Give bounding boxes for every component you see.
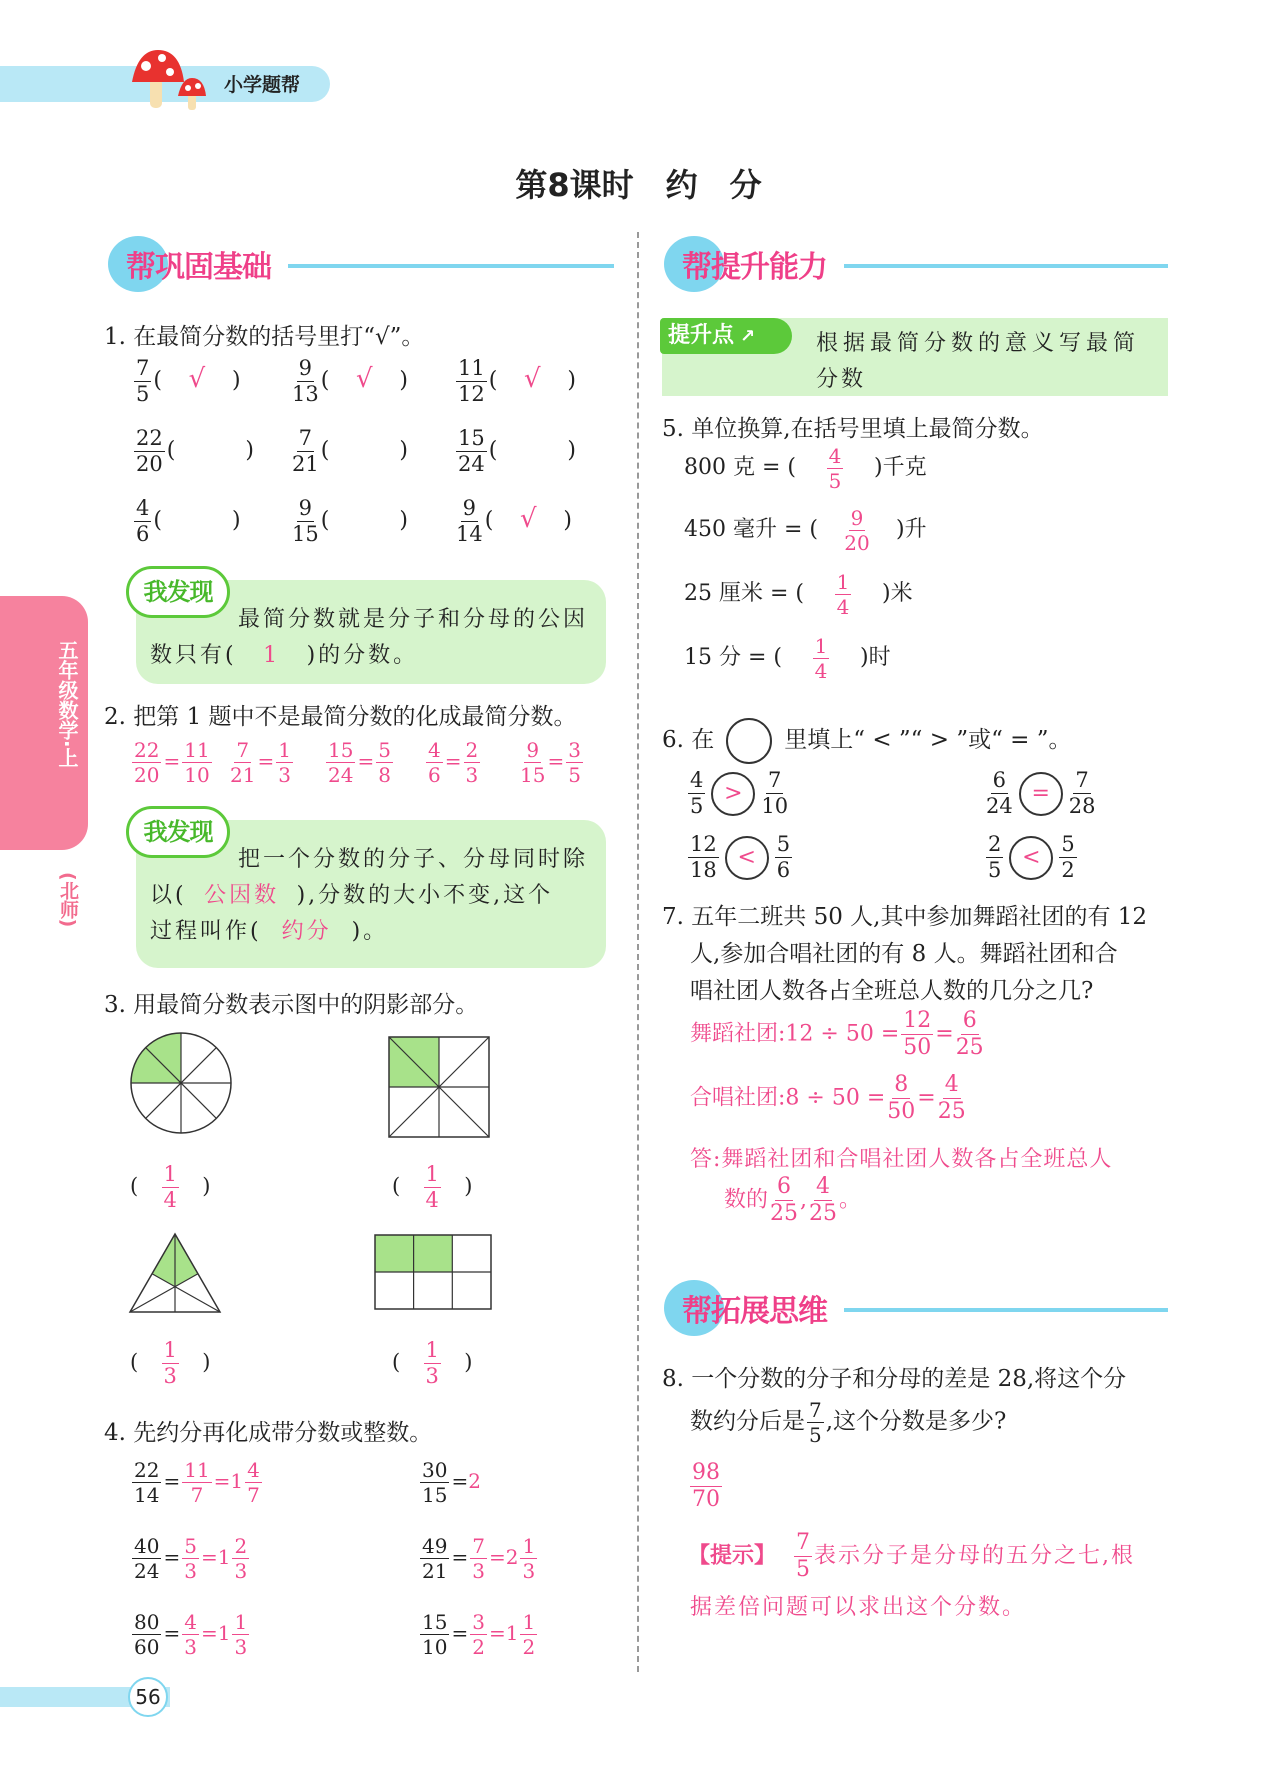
find2-line2: 以( 公因数 ),分数的大小不变,这个 xyxy=(150,878,553,909)
q8-line2: 数约分后是 $\frac{7}{5}$ ,这个分数是多少? xyxy=(690,1398,1007,1447)
q7-line1: 7. 五年二班共 50 人,其中参加舞蹈社团的有 12 xyxy=(662,904,1148,930)
q1-mark: √ xyxy=(524,364,541,394)
q1-item: $\frac{22}{20}$ ( ) xyxy=(136,426,254,476)
compare-answer: < xyxy=(725,836,769,880)
section-extend-title: 帮拓展思维 xyxy=(682,1294,827,1329)
q8-answer: $\frac{98}{70}$ xyxy=(692,1460,720,1512)
find2-badge: 我发现 xyxy=(126,806,230,858)
tip-badge-label: 提升点 xyxy=(668,323,735,348)
q1-item: $\frac{4}{6}$ ( ) xyxy=(136,496,241,546)
q7-line3: 唱社团人数各占全班总人数的几分之几? xyxy=(690,978,1094,1004)
q5-item: 15 分 = ( $\frac{1}{4}$ )时 xyxy=(684,634,891,683)
q3-text: 3. 用最简分数表示图中的阴影部分。 xyxy=(104,992,479,1018)
q2-text: 2. 把第 1 题中不是最简分数的化成最简分数。 xyxy=(104,704,577,730)
compare-answer: = xyxy=(1019,772,1063,816)
page-title: 第8课时 约 分 xyxy=(515,166,762,204)
find2-answer2: 约分 xyxy=(281,919,332,944)
tip-line1: 根据最简分数的意义写最简 xyxy=(816,331,1141,356)
q1-item: $\frac{15}{24}$ ( ) xyxy=(458,426,576,476)
q1-fraction: $\frac{9}{13}$ xyxy=(292,356,319,406)
find1-answer: 1 xyxy=(263,643,281,668)
q7-line2: 人,参加合唱社团的有 8 人。舞蹈社团和合 xyxy=(690,941,1118,967)
compare-answer: > xyxy=(711,772,755,816)
side-tab-edition: (北师) xyxy=(57,872,79,928)
q4-item: $\frac{49}{21}$ = $\frac{7}{3}$ =2 $\frac{1}{3}$ xyxy=(422,1534,536,1583)
q3-answer: ( $\frac{1}{4}$ ) xyxy=(130,1162,211,1212)
section-basic-title: 帮巩固基础 xyxy=(126,250,271,285)
q1-item: $\frac{7}{5}$ ( √ ) xyxy=(136,356,241,406)
q1-fraction: $\frac{4}{6}$ xyxy=(136,496,150,546)
q5-item: 800 克 = ( $\frac{4}{5}$ )千克 xyxy=(684,444,927,493)
q4-item: $\frac{80}{60}$ = $\frac{4}{3}$ =1 $\frac{1}{3}$ xyxy=(134,1610,248,1659)
tip-line2: 分数 xyxy=(816,367,867,392)
q6-item: $\frac{4}{5}$ > $\frac{7}{10}$ xyxy=(690,768,789,818)
find1-badge: 我发现 xyxy=(126,566,230,618)
q4-item: $\frac{40}{24}$ = $\frac{5}{3}$ =1 $\frac{2}{3}$ xyxy=(134,1534,248,1583)
q1-fraction: $\frac{15}{24}$ xyxy=(458,426,485,476)
find2-line3: 过程叫作( 约分 )。 xyxy=(150,914,388,945)
q1-item: $\frac{11}{12}$ ( √ ) xyxy=(458,356,576,406)
find1-line1: 最简分数就是分子和分母的公因 xyxy=(238,607,589,632)
q4-item: $\frac{15}{10}$ = $\frac{3}{2}$ =1 $\frac{1}{2}$ xyxy=(422,1610,536,1659)
q7-answer-dance: 舞蹈社团:12 ÷ 50 = $\frac{12}{50}$ = $\frac{6}{25}$ xyxy=(690,1008,984,1060)
q8-hint-line1: 【提示】 $\frac{7}{5}$ 表示分子是分母的五分之七,根 xyxy=(688,1530,1136,1582)
q1-fraction: $\frac{22}{20}$ xyxy=(136,426,163,476)
circle-figure xyxy=(128,1030,234,1136)
q8-hint-line2: 据差倍问题可以求出这个分数。 xyxy=(690,1595,1027,1620)
triangle-figure xyxy=(128,1232,222,1314)
side-tab-grade: 五年级数学·上 xyxy=(55,640,79,768)
q1-item: $\frac{9}{14}$ ( √ ) xyxy=(456,496,572,546)
q1-mark: √ xyxy=(188,364,206,394)
q2-item: $\frac{4}{6}$ = $\frac{2}{3}$ xyxy=(428,738,479,787)
q1-fraction: $\frac{9}{14}$ xyxy=(456,496,483,546)
arrow-icon: ↗ xyxy=(740,326,756,347)
q6-item: $\frac{6}{24}$ = $\frac{7}{28}$ xyxy=(986,768,1096,818)
compare-circle-icon xyxy=(726,718,772,764)
column-divider xyxy=(637,232,639,1672)
q1-fraction: $\frac{7}{21}$ xyxy=(292,426,319,476)
q1-fraction: $\frac{11}{12}$ xyxy=(458,356,485,406)
q7-answer-choir: 合唱社团:8 ÷ 50 = $\frac{8}{50}$ = $\frac{4}{25}$ xyxy=(690,1072,966,1124)
q1-item: $\frac{9}{15}$ ( ) xyxy=(292,496,408,546)
q1-fraction: $\frac{9}{15}$ xyxy=(292,496,319,546)
q4-item: $\frac{22}{14}$ = $\frac{11}{7}$ =1 $\frac{4}{7}$ xyxy=(134,1458,260,1507)
section-basic-header xyxy=(108,236,614,292)
q2-item: $\frac{22}{20}$ = $\frac{11}{10}$ xyxy=(134,738,210,787)
q2-item: $\frac{7}{21}$ = $\frac{1}{3}$ xyxy=(230,738,291,787)
q1-fraction: $\frac{7}{5}$ xyxy=(136,356,150,406)
q4-item: $\frac{30}{15}$ =2 xyxy=(422,1458,481,1507)
rectangle-figure xyxy=(374,1234,492,1310)
q3-answer: ( $\frac{1}{3}$ ) xyxy=(392,1338,473,1388)
q3-answer: ( $\frac{1}{3}$ ) xyxy=(130,1338,211,1388)
section-advance-title: 帮提升能力 xyxy=(682,250,827,285)
section-extend-header xyxy=(664,1280,1168,1336)
q6-item: $\frac{2}{5}$ < $\frac{5}{2}$ xyxy=(988,832,1075,882)
q6-item: $\frac{12}{18}$ < $\frac{5}{6}$ xyxy=(690,832,791,882)
q1-item: $\frac{7}{21}$ ( ) xyxy=(292,426,408,476)
find2-line1: 把一个分数的分子、分母同时除 xyxy=(238,847,589,872)
q2-item: $\frac{15}{24}$ = $\frac{5}{8}$ xyxy=(328,738,391,787)
compare-answer: < xyxy=(1009,836,1053,880)
q4-text: 4. 先约分再化成带分数或整数。 xyxy=(104,1420,433,1446)
q7-answer-line2: 数的 $\frac{6}{25}$ , $\frac{4}{25}$ 。 xyxy=(724,1174,862,1226)
find2-answer1: 公因数 xyxy=(204,883,280,908)
q7-answer-line1: 答:舞蹈社团和合唱社团人数各占全班总人 xyxy=(690,1147,1113,1172)
page-number: 56 xyxy=(128,1677,168,1717)
q5-text: 5. 单位换算,在括号里填上最简分数。 xyxy=(662,416,1044,442)
q1-mark: √ xyxy=(520,504,537,534)
q8-line1: 8. 一个分数的分子和分母的差是 28,将这个分 xyxy=(662,1366,1127,1392)
q5-item: 25 厘米 = ( $\frac{1}{4}$ )米 xyxy=(684,570,913,619)
q2-item: $\frac{9}{15}$ = $\frac{3}{5}$ xyxy=(520,738,581,787)
q3-answer: ( $\frac{1}{4}$ ) xyxy=(392,1162,473,1212)
q1-text: 1. 在最简分数的括号里打“√”。 xyxy=(104,324,425,350)
find1-line2: 数只有( 1 )的分数。 xyxy=(150,643,419,668)
mushroom-logo-icon xyxy=(128,44,218,116)
tip-badge xyxy=(660,318,792,354)
brand-label: 小学题帮 xyxy=(224,74,301,96)
square-figure xyxy=(388,1036,490,1138)
q1-mark: √ xyxy=(356,364,373,394)
q5-item: 450 毫升 = ( $\frac{9}{20}$ )升 xyxy=(684,506,927,555)
q6-text: 6. 在 里填上“ < ”“ > ”或“ = ”。 xyxy=(662,718,1072,764)
section-advance-header xyxy=(664,236,1168,292)
q1-item: $\frac{9}{13}$ ( √ ) xyxy=(292,356,408,406)
